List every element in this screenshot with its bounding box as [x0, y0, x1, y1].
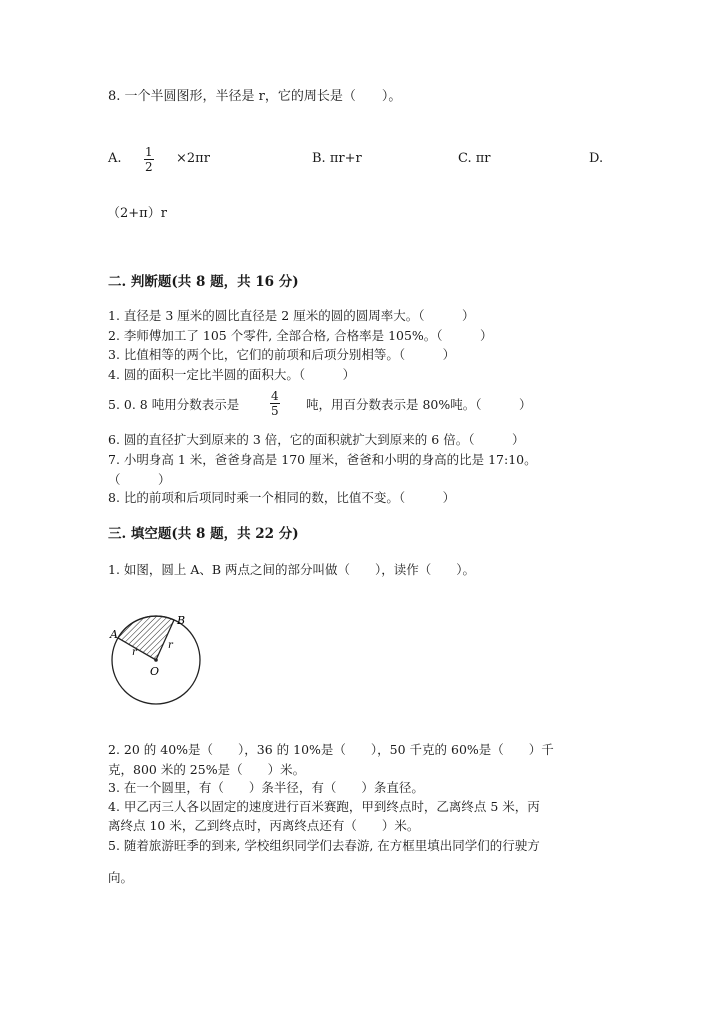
label-radius-right: r [168, 640, 173, 651]
section3-item-3: 3. 在一个圆里，有（ ）条半径，有（ ）条直径。 [108, 780, 424, 795]
section3-item-2-line1: 2. 20 的 40%是（ ），36 的 10%是（ ），50 千克的 60%是（ ）千 [108, 742, 554, 757]
section3-title: 三. 填空题(共 8 题，共 22 分) [108, 526, 299, 542]
hatched-sector [118, 616, 174, 660]
label-o: O [150, 665, 160, 678]
circle-sector-figure [104, 612, 208, 706]
center-point [154, 658, 158, 662]
section2-item-5-post: 吨，用百分数表示是 80%吨。（ ） [306, 397, 532, 412]
section2-item-2: 2. 李师傅加工了 105 个零件, 全部合格, 合格率是 105%。（ ） [108, 328, 493, 343]
section2-item-7-line2: （ ） [108, 472, 171, 487]
label-radius-left: r [132, 647, 137, 658]
section2-item-6: 6. 圆的直径扩大到原来的 3 倍，它的面积就扩大到原来的 6 倍。（ ） [108, 432, 525, 447]
section3-item-2-line2: 克，800 米的 25%是（ ）米。 [108, 762, 306, 777]
q8-option-d-text: （2+π）r [107, 206, 167, 221]
section3-item-4-line2: 离终点 10 米，乙到终点时，丙离终点还有（ ）米。 [108, 818, 420, 833]
q8-option-c: C. πr [458, 151, 491, 166]
section3-item-5-line1: 5. 随着旅游旺季的到来, 学校组织同学们去春游, 在方框里填出同学们的行驶方 [108, 838, 540, 853]
fraction-denominator: 2 [145, 160, 153, 174]
section2-item-5-fraction [269, 389, 281, 418]
label-b: B [177, 614, 186, 627]
section2-item-3: 3. 比值相等的两个比，它们的前项和后项分别相等。（ ） [108, 347, 456, 362]
q8-option-a-rest: ×2πr [176, 151, 210, 166]
section2-item-7-line1: 7. 小明身高 1 米，爸爸身高是 170 厘米，爸爸和小明的身高的比是 17:10。 [108, 452, 537, 467]
q8-option-d-label: D. [589, 151, 604, 166]
q8-option-b: B. πr+r [312, 151, 362, 166]
section2-item-4: 4. 圆的面积一定比半圆的面积大。（ ） [108, 367, 356, 382]
q8-option-a-fraction [143, 145, 155, 174]
label-a: A [110, 628, 118, 641]
section2-title: 二. 判断题(共 8 题，共 16 分) [108, 274, 299, 290]
section3-item-1: 1. 如图，圆上 A、B 两点之间的部分叫做（ ），读作（ ）。 [108, 562, 476, 577]
q8-stem: 8. 一个半圆图形，半径是 r，它的周长是（ ）。 [108, 89, 402, 104]
fraction-denominator: 5 [271, 404, 279, 418]
section2-item-5-pre: 5. 0. 8 吨用分数表示是 [108, 397, 240, 412]
fraction-numerator: 4 [271, 389, 279, 403]
section3-item-4-line1: 4. 甲乙丙三人各以固定的速度进行百米赛跑，甲到终点时，乙离终点 5 米，丙 [108, 799, 540, 814]
section2-item-1: 1. 直径是 3 厘米的圆比直径是 2 厘米的圆的圆周率大。（ ） [108, 308, 475, 323]
section2-item-8: 8. 比的前项和后项同时乘一个相同的数，比值不变。（ ） [108, 490, 456, 505]
fraction-numerator: 1 [145, 145, 153, 159]
section3-item-5-line2: 向。 [108, 870, 134, 885]
q8-option-a-label: A. [108, 151, 122, 166]
